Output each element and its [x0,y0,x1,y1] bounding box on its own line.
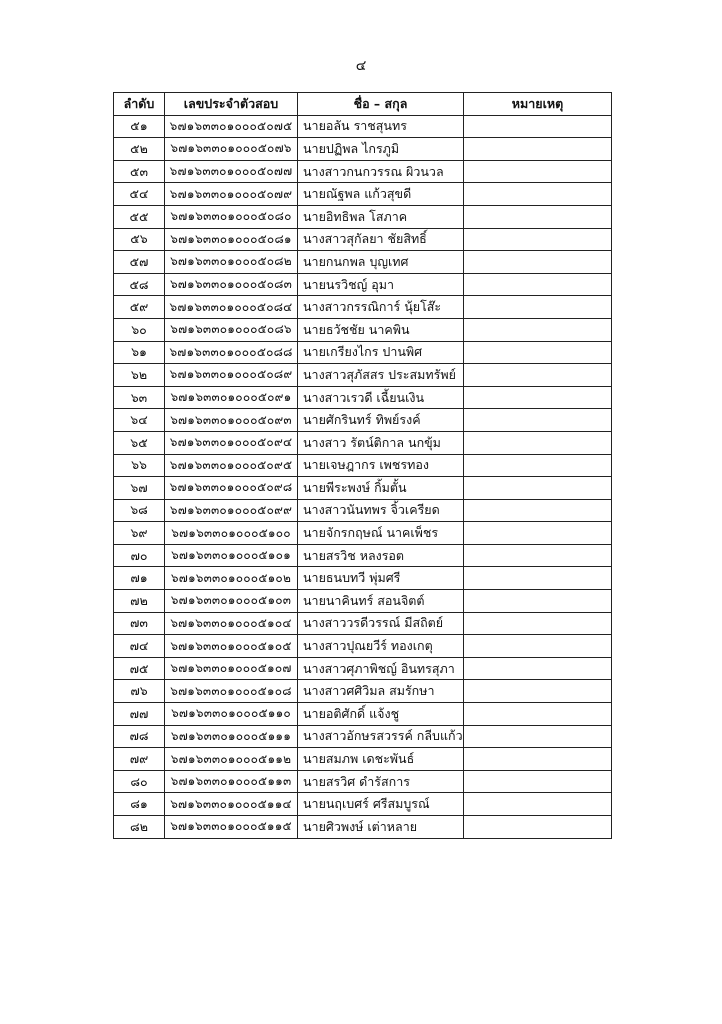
table-row [114,454,612,477]
name-cell: นางสาวอักษรสวรรค์ กลีบแก้ว [298,725,464,748]
note-cell [464,544,612,567]
name-cell: นางสาวศศิวิมล สมรักษา [298,680,464,703]
note-cell [464,816,612,839]
table-row [114,725,612,748]
seq-cell: ๗๒ [114,590,165,613]
note-cell [464,160,612,183]
name-cell: นายพีระพงษ์ กิ้มตั้น [298,477,464,500]
note-cell [464,409,612,432]
note-cell [464,273,612,296]
seq-cell: ๖๐ [114,318,165,341]
exam-id-cell: ๖๗๑๖๓๓๐๑๐๐๐๕๐๗๖ [165,138,298,161]
header-seq: ลำดับ [114,93,165,116]
seq-cell: ๗๘ [114,725,165,748]
name-cell: นางสาวกรรณิการ์ นุ้ยโส๊ะ [298,296,464,319]
note-cell [464,793,612,816]
note-cell [464,612,612,635]
table-row [114,612,612,635]
note-cell [464,386,612,409]
name-cell: นายธวัชชัย นาคพิน [298,318,464,341]
exam-id-cell: ๖๗๑๖๓๓๐๑๐๐๐๕๑๐๑ [165,544,298,567]
exam-id-cell: ๖๗๑๖๓๓๐๑๐๐๐๕๑๑๔ [165,793,298,816]
exam-id-cell: ๖๗๑๖๓๓๐๑๐๐๐๕๑๑๓ [165,770,298,793]
seq-cell: ๕๓ [114,160,165,183]
note-cell [464,680,612,703]
exam-id-cell: ๖๗๑๖๓๓๐๑๐๐๐๕๐๙๓ [165,409,298,432]
name-cell: นายนรวิชญ์ อุมา [298,273,464,296]
exam-id-cell: ๖๗๑๖๓๓๐๑๐๐๐๕๑๑๐ [165,703,298,726]
seq-cell: ๖๘ [114,499,165,522]
table-row [114,251,612,274]
name-cell: นางสาววรดีวรรณ์ มีสถิตย์ [298,612,464,635]
exam-id-cell: ๖๗๑๖๓๓๐๑๐๐๐๕๑๐๐ [165,522,298,545]
note-cell [464,567,612,590]
table-row [114,770,612,793]
exam-id-cell: ๖๗๑๖๓๓๐๑๐๐๐๕๐๗๕ [165,115,298,138]
name-cell: นายสรวิศ ดำรัสการ [298,770,464,793]
table-row [114,318,612,341]
header-exam-id: เลขประจำตัวสอบ [165,93,298,116]
page-number: ๔ [355,58,367,74]
note-cell [464,454,612,477]
header-name: ชื่อ – สกุล [298,93,464,116]
seq-cell: ๘๒ [114,816,165,839]
seq-cell: ๗๔ [114,635,165,658]
seq-cell: ๕๗ [114,251,165,274]
table-row [114,273,612,296]
seq-cell: ๕๒ [114,138,165,161]
table-header-row [114,93,612,116]
note-cell [464,770,612,793]
table-row [114,138,612,161]
exam-id-cell: ๖๗๑๖๓๓๐๑๐๐๐๕๑๐๗ [165,657,298,680]
table-row [114,499,612,522]
name-cell: นายณัฐพล แก้วสุขดี [298,183,464,206]
table-row [114,748,612,771]
exam-id-cell: ๖๗๑๖๓๓๐๑๐๐๐๕๑๑๒ [165,748,298,771]
header-note: หมายเหตุ [464,93,612,116]
seq-cell: ๕๔ [114,183,165,206]
seq-cell: ๖๒ [114,364,165,387]
candidate-table [113,92,612,839]
seq-cell: ๗๙ [114,748,165,771]
exam-id-cell: ๖๗๑๖๓๓๐๑๐๐๐๕๐๘๒ [165,251,298,274]
table-row [114,409,612,432]
seq-cell: ๗๑ [114,567,165,590]
exam-id-cell: ๖๗๑๖๓๓๐๑๐๐๐๕๐๘๐ [165,205,298,228]
table-row [114,160,612,183]
note-cell [464,431,612,454]
seq-cell: ๘๑ [114,793,165,816]
note-cell [464,522,612,545]
name-cell: นายธนบทวี พุ่มศรี [298,567,464,590]
seq-cell: ๖๖ [114,454,165,477]
name-cell: นายกนกพล บุญเทศ [298,251,464,274]
name-cell: นางสาวกนกวรรณ ผิวนวล [298,160,464,183]
name-cell: นางสาวเรวดี เฉี้ยนเงิน [298,386,464,409]
table-row [114,477,612,500]
table-row [114,341,612,364]
note-cell [464,251,612,274]
exam-id-cell: ๖๗๑๖๓๓๐๑๐๐๐๕๑๐๓ [165,590,298,613]
note-cell [464,748,612,771]
exam-id-cell: ๖๗๑๖๓๓๐๑๐๐๐๕๐๙๔ [165,431,298,454]
table-row [114,816,612,839]
name-cell: นายอิทธิพล โสภาค [298,205,464,228]
table-row [114,386,612,409]
exam-id-cell: ๖๗๑๖๓๓๐๑๐๐๐๕๐๘๙ [165,364,298,387]
note-cell [464,205,612,228]
exam-id-cell: ๖๗๑๖๓๓๐๑๐๐๐๕๑๐๕ [165,635,298,658]
name-cell: นายนาคินทร์ สอนจิตต์ [298,590,464,613]
name-cell: นางสาวศุภาพิชญ์ อินทรสุภา [298,657,464,680]
name-cell: นางสาว รัตน์ติกาล นกขุ้ม [298,431,464,454]
name-cell: นายเจษฎากร เพชรทอง [298,454,464,477]
seq-cell: ๖๗ [114,477,165,500]
table-row [114,567,612,590]
table-row [114,205,612,228]
seq-cell: ๖๔ [114,409,165,432]
name-cell: นายศักรินทร์ ทิพย์รงค์ [298,409,464,432]
name-cell: นายเกรียงไกร ปานพิศ [298,341,464,364]
seq-cell: ๕๑ [114,115,165,138]
seq-cell: ๕๙ [114,296,165,319]
name-cell: นางสาวนันทพร จิ้วเครียด [298,499,464,522]
exam-id-cell: ๖๗๑๖๓๓๐๑๐๐๐๕๐๗๙ [165,183,298,206]
table-row [114,544,612,567]
exam-id-cell: ๖๗๑๖๓๓๐๑๐๐๐๕๐๘๓ [165,273,298,296]
table-body [114,115,612,838]
table-row [114,364,612,387]
exam-id-cell: ๖๗๑๖๓๓๐๑๐๐๐๕๐๘๑ [165,228,298,251]
exam-id-cell: ๖๗๑๖๓๓๐๑๐๐๐๕๑๑๕ [165,816,298,839]
table-row [114,680,612,703]
exam-id-cell: ๖๗๑๖๓๓๐๑๐๐๐๕๑๐๘ [165,680,298,703]
seq-cell: ๗๕ [114,657,165,680]
seq-cell: ๕๕ [114,205,165,228]
seq-cell: ๕๖ [114,228,165,251]
note-cell [464,499,612,522]
table-row [114,228,612,251]
note-cell [464,318,612,341]
table-row [114,296,612,319]
exam-id-cell: ๖๗๑๖๓๓๐๑๐๐๐๕๐๙๘ [165,477,298,500]
name-cell: นายจักรกฤษณ์ นาคเพ็ชร [298,522,464,545]
note-cell [464,725,612,748]
exam-id-cell: ๖๗๑๖๓๓๐๑๐๐๐๕๑๑๑ [165,725,298,748]
table-row [114,793,612,816]
table-row [114,590,612,613]
note-cell [464,635,612,658]
exam-id-cell: ๖๗๑๖๓๓๐๑๐๐๐๕๐๘๔ [165,296,298,319]
seq-cell: ๕๘ [114,273,165,296]
note-cell [464,115,612,138]
note-cell [464,228,612,251]
seq-cell: ๗๖ [114,680,165,703]
exam-id-cell: ๖๗๑๖๓๓๐๑๐๐๐๕๐๘๖ [165,318,298,341]
name-cell: นายสมภพ เดชะพันธ์ [298,748,464,771]
name-cell: นายอติศักดิ์ แจ้งชู [298,703,464,726]
seq-cell: ๗๗ [114,703,165,726]
note-cell [464,183,612,206]
seq-cell: ๖๕ [114,431,165,454]
seq-cell: ๖๙ [114,522,165,545]
note-cell [464,138,612,161]
table-row [114,635,612,658]
exam-id-cell: ๖๗๑๖๓๓๐๑๐๐๐๕๑๐๔ [165,612,298,635]
note-cell [464,657,612,680]
exam-id-cell: ๖๗๑๖๓๓๐๑๐๐๐๕๐๗๗ [165,160,298,183]
note-cell [464,477,612,500]
note-cell [464,364,612,387]
name-cell: นายศิวพงษ์ เต่าหลาย [298,816,464,839]
name-cell: นายสรวิช หลงรอต [298,544,464,567]
note-cell [464,341,612,364]
name-cell: นางสาวสุภัสสร ประสมทรัพย์ [298,364,464,387]
table-row [114,703,612,726]
table-row [114,115,612,138]
exam-id-cell: ๖๗๑๖๓๓๐๑๐๐๐๕๑๐๒ [165,567,298,590]
exam-id-cell: ๖๗๑๖๓๓๐๑๐๐๐๕๐๙๕ [165,454,298,477]
table-row [114,183,612,206]
exam-id-cell: ๖๗๑๖๓๓๐๑๐๐๐๕๐๙๙ [165,499,298,522]
note-cell [464,590,612,613]
table-row [114,522,612,545]
seq-cell: ๖๓ [114,386,165,409]
exam-id-cell: ๖๗๑๖๓๓๐๑๐๐๐๕๐๘๘ [165,341,298,364]
table-row [114,657,612,680]
seq-cell: ๗๐ [114,544,165,567]
name-cell: นายนฤเบศร์ ศรีสมบูรณ์ [298,793,464,816]
name-cell: นางสาวสุกัลยา ชัยสิทธิ์ [298,228,464,251]
note-cell [464,296,612,319]
name-cell: นางสาวปุณยวีร์ ทองเกตุ [298,635,464,658]
seq-cell: ๘๐ [114,770,165,793]
seq-cell: ๖๑ [114,341,165,364]
name-cell: นายปฏิพล ไกรภูมิ [298,138,464,161]
table-row [114,431,612,454]
name-cell: นายอลัน ราชสุนทร [298,115,464,138]
exam-id-cell: ๖๗๑๖๓๓๐๑๐๐๐๕๐๙๑ [165,386,298,409]
seq-cell: ๗๓ [114,612,165,635]
note-cell [464,703,612,726]
